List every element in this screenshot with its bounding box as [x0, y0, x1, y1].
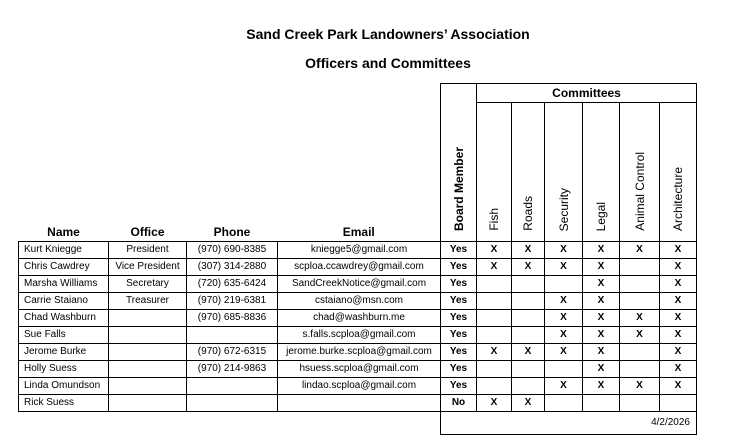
table-row [19, 344, 697, 361]
mark-roads [512, 378, 545, 395]
phone-cell: (970) 685-8836 [187, 310, 278, 327]
committee-header-fish [477, 103, 512, 242]
mark-architecture: X [660, 327, 697, 344]
email-cell: kniegge5@gmail.com [278, 242, 441, 259]
header-board-member [441, 84, 477, 242]
mark-roads: X [512, 259, 545, 276]
name-cell: Chris Cawdrey [19, 259, 109, 276]
spacer [19, 412, 441, 435]
mark-legal: X [583, 293, 620, 310]
name-cell: Linda Omundson [19, 378, 109, 395]
mark-legal: X [583, 344, 620, 361]
name-cell: Rick Suess [19, 395, 109, 412]
email-cell [278, 395, 441, 412]
phone-cell [187, 395, 278, 412]
mark-fish: X [477, 344, 512, 361]
mark-architecture: X [660, 378, 697, 395]
mark-security: X [545, 293, 583, 310]
mark-animal-control: X [620, 378, 660, 395]
mark-architecture: X [660, 242, 697, 259]
office-cell: Vice President [109, 259, 187, 276]
table-row [19, 242, 697, 259]
committee-header-roads [512, 103, 545, 242]
mark-roads: X [512, 395, 545, 412]
mark-fish [477, 361, 512, 378]
phone-cell: (970) 672-6315 [187, 344, 278, 361]
mark-architecture: X [660, 344, 697, 361]
mark-fish: X [477, 242, 512, 259]
board-cell: Yes [441, 276, 477, 293]
mark-security [545, 361, 583, 378]
name-cell: Carrie Staiano [19, 293, 109, 310]
officers-table [18, 83, 697, 435]
phone-cell: (720) 635-6424 [187, 276, 278, 293]
board-cell: Yes [441, 242, 477, 259]
mark-fish [477, 293, 512, 310]
table-row [19, 378, 697, 395]
office-cell [109, 361, 187, 378]
board-cell: Yes [441, 259, 477, 276]
table-row [19, 310, 697, 327]
board-cell: Yes [441, 361, 477, 378]
mark-animal-control: X [620, 310, 660, 327]
header-email: Email [342, 225, 375, 239]
mark-legal: X [583, 378, 620, 395]
mark-animal-control [620, 361, 660, 378]
mark-architecture: X [660, 293, 697, 310]
mark-roads: X [512, 242, 545, 259]
email-cell: scploa.ccawdrey@gmail.com [278, 259, 441, 276]
mark-animal-control: X [620, 242, 660, 259]
mark-fish [477, 310, 512, 327]
mark-legal: X [583, 361, 620, 378]
header-committees: Committees [477, 84, 697, 103]
mark-animal-control: X [620, 327, 660, 344]
email-cell: jerome.burke.scploa@gmail.com [278, 344, 441, 361]
date-cell: 4/2/2026 [441, 412, 697, 435]
committee-label: Legal [594, 201, 608, 231]
mark-fish [477, 276, 512, 293]
mark-security: X [545, 259, 583, 276]
board-cell: Yes [441, 344, 477, 361]
mark-legal: X [583, 259, 620, 276]
mark-roads [512, 310, 545, 327]
board-cell: Yes [441, 378, 477, 395]
email-cell: s.falls.scploa@gmail.com [278, 327, 441, 344]
office-cell [109, 344, 187, 361]
mark-security [545, 276, 583, 293]
office-cell [109, 395, 187, 412]
mark-roads: X [512, 344, 545, 361]
mark-animal-control [620, 259, 660, 276]
name-cell: Jerome Burke [19, 344, 109, 361]
table-row [19, 361, 697, 378]
mark-security: X [545, 378, 583, 395]
header-name: Name [47, 225, 80, 239]
committee-label: Architecture [671, 166, 685, 231]
mark-architecture: X [660, 361, 697, 378]
committee-header-legal [583, 103, 620, 242]
email-cell: hsuess.scploa@gmail.com [278, 361, 441, 378]
board-cell: Yes [441, 327, 477, 344]
mark-fish: X [477, 395, 512, 412]
mark-roads [512, 276, 545, 293]
mark-fish: X [477, 259, 512, 276]
office-cell [109, 310, 187, 327]
table-row [19, 327, 697, 344]
committee-header-animal-control [620, 103, 660, 242]
name-cell: Kurt Kniegge [19, 242, 109, 259]
office-cell: President [109, 242, 187, 259]
phone-cell [187, 327, 278, 344]
header-phone: Phone [213, 225, 251, 239]
mark-animal-control [620, 395, 660, 412]
date-row [19, 412, 697, 435]
mark-architecture: X [660, 310, 697, 327]
mark-legal: X [583, 276, 620, 293]
office-cell: Treasurer [109, 293, 187, 310]
mark-roads [512, 327, 545, 344]
mark-security: X [545, 344, 583, 361]
phone-cell [187, 378, 278, 395]
committee-label: Security [556, 187, 571, 231]
page-subtitle: Officers and Committees [305, 55, 471, 71]
mark-roads [512, 361, 545, 378]
committee-label: Fish [487, 208, 501, 231]
mark-animal-control [620, 344, 660, 361]
mark-legal [583, 395, 620, 412]
mark-architecture [660, 395, 697, 412]
board-cell: Yes [441, 293, 477, 310]
mark-architecture: X [660, 276, 697, 293]
email-cell: SandCreekNotice@gmail.com [278, 276, 441, 293]
mark-animal-control [620, 276, 660, 293]
mark-roads [512, 293, 545, 310]
office-cell: Secretary [109, 276, 187, 293]
mark-legal: X [583, 310, 620, 327]
office-cell [109, 327, 187, 344]
mark-security: X [545, 310, 583, 327]
header-office: Office [130, 225, 165, 239]
table-row [19, 293, 697, 310]
mark-security: X [545, 327, 583, 344]
table-row [19, 276, 697, 293]
phone-cell: (970) 219-6381 [187, 293, 278, 310]
mark-animal-control [620, 293, 660, 310]
mark-fish [477, 378, 512, 395]
mark-legal: X [583, 242, 620, 259]
name-cell: Marsha Williams [19, 276, 109, 293]
committee-header-security [545, 103, 583, 242]
committee-label: Animal Control [632, 152, 647, 231]
mark-fish [477, 327, 512, 344]
mark-legal: X [583, 327, 620, 344]
mark-security: X [545, 242, 583, 259]
phone-cell: (307) 314-2880 [187, 259, 278, 276]
committee-header-architecture [660, 103, 697, 242]
name-cell: Sue Falls [19, 327, 109, 344]
phone-cell: (970) 690-8385 [187, 242, 278, 259]
email-cell: lindao.scploa@gmail.com [278, 378, 441, 395]
table-row [19, 395, 697, 412]
board-cell: Yes [441, 310, 477, 327]
page-title: Sand Creek Park Landowners’ Association [246, 26, 530, 42]
email-cell: cstaiano@msn.com [278, 293, 441, 310]
name-cell: Chad Washburn [19, 310, 109, 327]
office-cell [109, 378, 187, 395]
table-row [19, 259, 697, 276]
mark-security [545, 395, 583, 412]
board-cell: No [441, 395, 477, 412]
committee-label: Roads [521, 196, 535, 231]
name-cell: Holly Suess [19, 361, 109, 378]
email-cell: chad@washburn.me [278, 310, 441, 327]
mark-architecture: X [660, 259, 697, 276]
board-member-label: Board Member [451, 146, 466, 231]
phone-cell: (970) 214-9863 [187, 361, 278, 378]
